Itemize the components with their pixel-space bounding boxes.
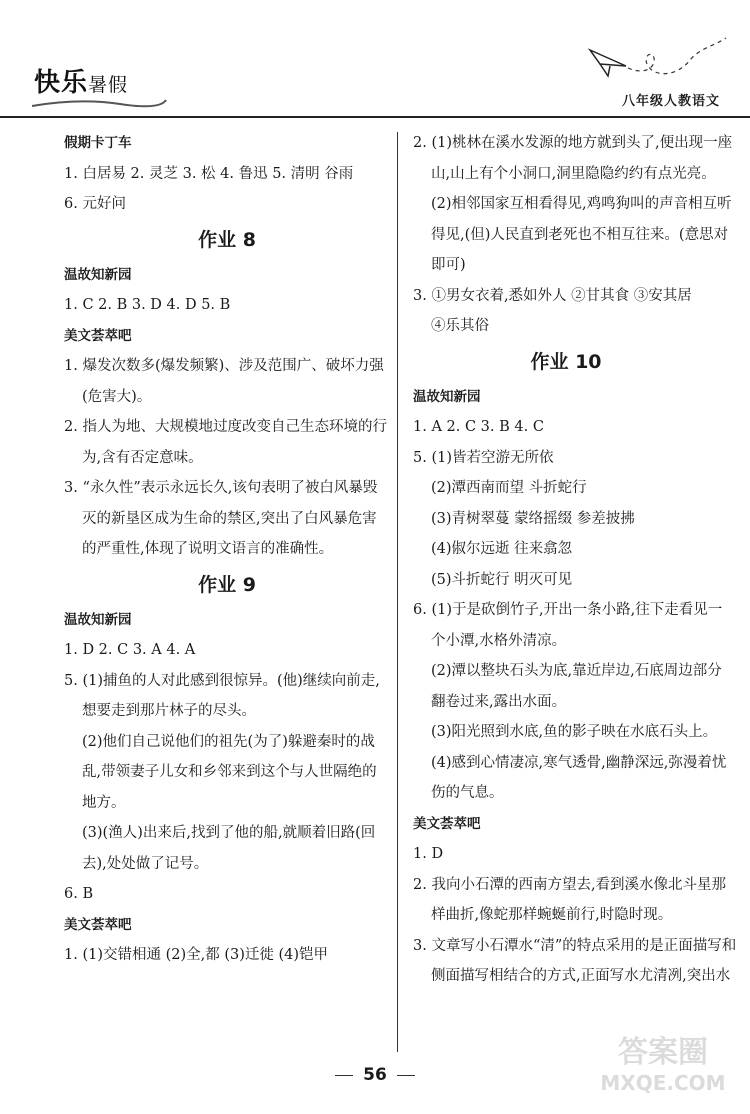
page-number: 56 xyxy=(363,1065,387,1085)
answer-continuation: (4)感到心情凄凉,寒气透骨,幽静深远,弥漫着忧 xyxy=(431,754,727,771)
answer-continuation: 山,山上有个小洞口,洞里隐隐约约有点光亮。 xyxy=(431,165,716,182)
answer-line: 2. 我向小石潭的西南方望去,看到溪水像北斗星那 xyxy=(413,876,727,893)
answer-continuation: 的严重性,体现了说明文语言的准确性。 xyxy=(82,541,334,557)
answer-continuation: 得见,(但)人民直到老死也不相互往来。(意思对 xyxy=(431,226,729,243)
answer-line: 2. 指人为地、大规模地过度改变自己生态环境的行 xyxy=(64,419,387,435)
answer-line: 1. C 2. B 3. D 4. D 5. B xyxy=(64,297,231,313)
answer-continuation: 翻卷过来,露出水面。 xyxy=(431,693,567,710)
section-heading: 美文荟萃吧 xyxy=(64,327,132,344)
answer-continuation: 个小潭,水格外清凉。 xyxy=(431,632,567,649)
homework-title: 作业 8 xyxy=(198,228,256,251)
paper-plane-icon xyxy=(586,36,736,98)
section-heading: 美文荟萃吧 xyxy=(413,815,481,832)
answer-continuation: (2)潭西南而望 斗折蛇行 xyxy=(431,480,587,496)
answer-continuation: 样曲折,像蛇那样蜿蜒前行,时隐时现。 xyxy=(431,907,673,923)
book-subtitle: 八年级人教语文 xyxy=(621,94,720,109)
logo-swash-icon xyxy=(30,96,170,110)
answer-continuation: (3)(渔人)出来后,找到了他的船,就顺着旧路(回 xyxy=(82,825,376,841)
answer-continuation: 乱,带领妻子儿女和乡邻来到这个与人世隔绝的 xyxy=(82,764,377,780)
answer-continuation: (2)他们自己说他们的祖先(为了)躲避秦时的战 xyxy=(82,733,375,750)
answer-continuation: (2)相邻国家互相看得见,鸡鸣狗叫的声音相互听 xyxy=(431,196,732,212)
answer-line: 6. B xyxy=(64,886,94,902)
answer-continuation: (危害大)。 xyxy=(82,388,152,405)
answer-continuation: (4)俶尔远逝 往来翕忽 xyxy=(431,541,573,557)
watermark-line2: MXQE.COM xyxy=(600,1071,726,1095)
answer-continuation: 即可) xyxy=(431,257,466,273)
answer-continuation: 伤的气息。 xyxy=(431,785,504,801)
logo-text-main: 快乐 xyxy=(34,68,89,98)
answer-continuation: (3)青树翠蔓 蒙络摇缀 参差披拂 xyxy=(431,510,635,527)
section-heading: 温故知新园 xyxy=(64,611,132,628)
footer-dash-right xyxy=(397,1075,415,1076)
answer-continuation: (5)斗折蛇行 明灭可见 xyxy=(431,571,573,588)
column-divider xyxy=(397,132,398,1052)
footer-dash-left xyxy=(335,1075,353,1076)
logo-text-sub: 暑假 xyxy=(88,74,129,96)
homework-title: 作业 10 xyxy=(530,350,602,373)
section-heading: 假期卡丁车 xyxy=(64,135,132,151)
answer-line: 3. ①男女衣着,悉如外人 ②甘其食 ③安其居 xyxy=(413,287,692,304)
watermark-logo xyxy=(588,1028,738,1100)
answer-line: 5. (1)皆若空游无所依 xyxy=(413,449,554,466)
answer-continuation: 去),处处做了记号。 xyxy=(82,855,209,872)
answer-continuation: 为,含有否定意味。 xyxy=(82,449,203,466)
book-logo xyxy=(34,62,128,99)
answer-line: 1. A 2. C 3. B 4. C xyxy=(413,419,544,435)
answer-continuation: (3)阳光照到水底,鱼的影子映在水底石头上。 xyxy=(431,724,718,740)
answer-line: 6. 元好问 xyxy=(64,196,126,212)
section-heading: 温故知新园 xyxy=(413,388,481,405)
answer-continuation: 地方。 xyxy=(82,794,126,811)
left-column xyxy=(64,128,390,971)
answer-continuation: (2)潭以整块石头为底,靠近岸边,石底周边部分 xyxy=(431,663,722,679)
section-heading: 温故知新园 xyxy=(64,266,132,283)
answer-line: 1. (1)交错相通 (2)全,都 (3)迁徙 (4)铠甲 xyxy=(64,947,329,963)
answer-continuation: 灭的新垦区成为生命的禁区,突出了白风暴危害 xyxy=(82,510,377,527)
answer-continuation: ④乐其俗 xyxy=(431,318,489,334)
answer-line: 1. D 2. C 3. A 4. A xyxy=(64,642,196,658)
section-heading: 美文荟萃吧 xyxy=(64,916,132,933)
answer-line: 2. (1)桃林在溪水发源的地方就到头了,便出现一座 xyxy=(413,135,733,151)
answer-line: 1. 爆发次数多(爆发频繁)、涉及范围广、破坏力强 xyxy=(64,358,384,374)
answer-line: 3. 文章写小石潭水“清”的特点采用的是正面描写和 xyxy=(413,937,737,954)
answer-line: 5. (1)捕鱼的人对此感到很惊异。(他)继续向前走, xyxy=(64,672,380,689)
header-divider xyxy=(0,116,750,118)
answer-continuation: 侧面描写相结合的方式,正面写水尤清冽,突出水 xyxy=(431,968,731,984)
homework-title: 作业 9 xyxy=(198,573,256,596)
answer-line: 1. 白居易 2. 灵芝 3. 松 4. 鲁迅 5. 清明 谷雨 xyxy=(64,165,354,182)
answer-line: 1. D xyxy=(413,846,444,862)
answer-line: 3. “永久性”表示永远长久,该句表明了被白风暴毁 xyxy=(64,480,378,496)
answer-continuation: 想要走到那片林子的尽头。 xyxy=(82,703,256,719)
answer-line: 6. (1)于是砍倒竹子,开出一条小路,往下走看见一 xyxy=(413,602,723,618)
right-column xyxy=(413,128,737,992)
watermark-line1: 答案圈 xyxy=(618,1035,708,1070)
